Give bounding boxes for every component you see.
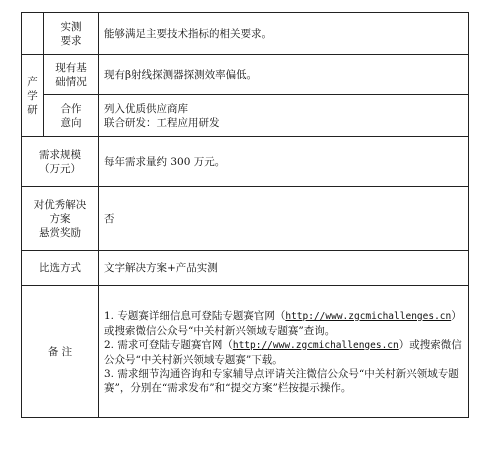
- label-cooperation-intent: [44, 95, 99, 137]
- label-line: 实测: [60, 20, 82, 33]
- label-line: 础情况: [55, 75, 87, 88]
- value-existing-basis: 现有β射线探测器探测效率偏低。: [99, 55, 469, 95]
- note-3: 3. 需求细节沟通咨询和专家辅导点评请关注微信公众号“中关村新兴领域专题赛”，分别在“需求发布”和“提交方案”栏按提示操作。: [104, 367, 459, 394]
- value-line: 联合研发：工程应用研发: [104, 116, 220, 129]
- note-text: ）或搜索微信公众号“中关村新兴领域专题赛”下载。: [104, 338, 462, 366]
- note-text: 2. 需求可登陆专题赛官网（: [104, 338, 233, 351]
- label-line: 需求规模: [39, 148, 81, 161]
- note-text: ）或搜索微信公众号“中关村新兴领域专题赛”查询。: [104, 309, 462, 337]
- value-line: 列入优质供应商库: [104, 102, 188, 115]
- side-label-industry-academia-research: [22, 55, 44, 137]
- row-test-requirement: [22, 13, 469, 55]
- label-line: 要求: [60, 34, 82, 47]
- value-test-requirement: 能够满足主要技术指标的相关要求。: [99, 13, 469, 55]
- note-2-link[interactable]: http://www.zgcmichallenges.cn: [232, 339, 399, 351]
- value-selection-method: 文字解决方案+产品实测: [99, 251, 469, 286]
- label-line: 方案: [49, 212, 71, 225]
- side-char: 学: [27, 89, 38, 102]
- note-text: 1. 专题赛详细信息可登陆专题赛官网: [104, 309, 275, 322]
- requirement-table: [21, 12, 469, 418]
- value-demand-scale: 每年需求量约 300 万元。: [99, 137, 469, 187]
- row-reward: [22, 187, 469, 251]
- side-char: 研: [27, 103, 38, 116]
- row-selection-method: [22, 251, 469, 286]
- note-1-link[interactable]: http://www.zgcmichallenges.cn: [285, 310, 452, 322]
- value-notes: [99, 286, 469, 418]
- row-existing-basis: [22, 55, 469, 95]
- label-reward: [22, 187, 99, 251]
- label-line: 现有基: [55, 61, 87, 74]
- label-line: 悬赏奖励: [39, 226, 81, 239]
- side-char: 产: [27, 75, 38, 88]
- note-1: 1. 专题赛详细信息可登陆专题赛官网（http://www.zgcmichallenges.cn）或搜索微信公众号“中关村新兴领域专题赛”查询。: [104, 309, 462, 337]
- note-2: [104, 338, 463, 367]
- label-line: （万元）: [39, 162, 81, 175]
- row-notes: [22, 286, 469, 418]
- value-reward: 否: [99, 187, 469, 251]
- label-selection-method: 比选方式: [22, 251, 99, 286]
- label-demand-scale: [22, 137, 99, 187]
- label-line: 意向: [60, 116, 82, 129]
- row-cooperation-intent: [22, 95, 469, 137]
- value-cooperation-intent: [99, 95, 469, 137]
- label-existing-basis: [44, 55, 99, 95]
- blank-cell: [22, 13, 44, 55]
- row-demand-scale: [22, 137, 469, 187]
- label-line: 对优秀解决: [33, 198, 87, 211]
- label-notes: 备 注: [22, 286, 99, 418]
- label-test-requirement: [44, 13, 99, 55]
- label-line: 合作: [60, 102, 82, 115]
